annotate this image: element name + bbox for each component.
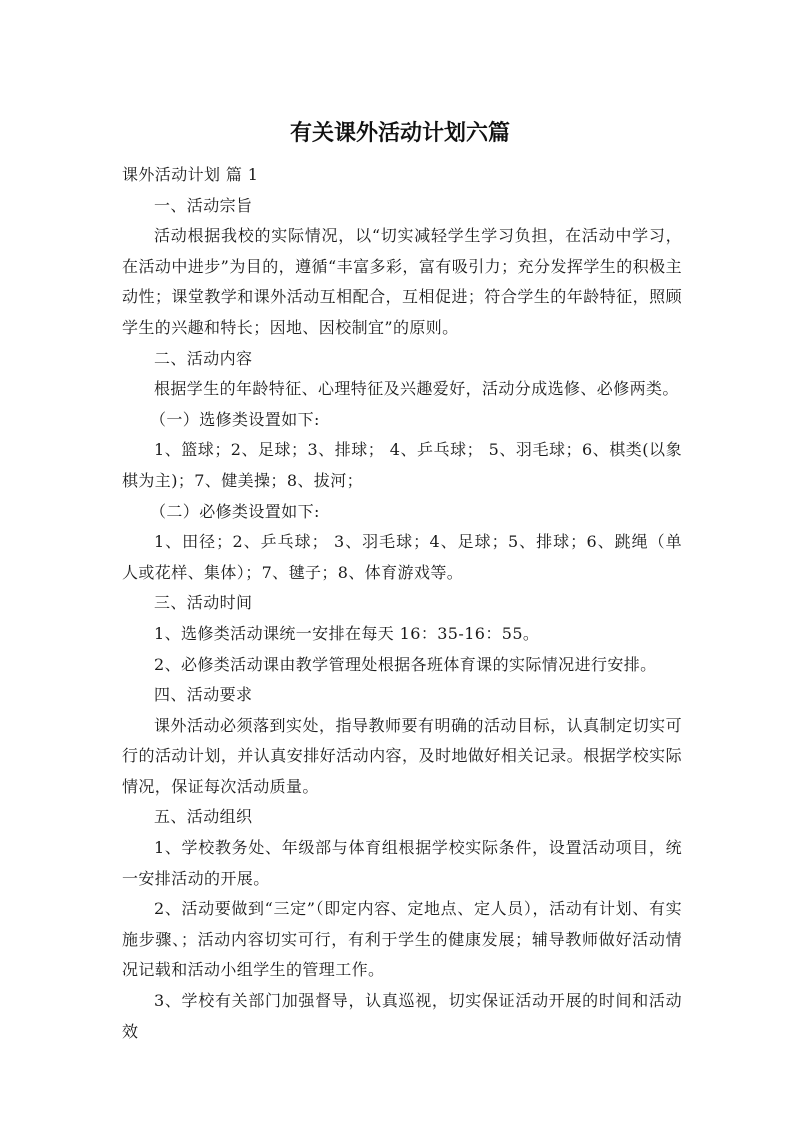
paragraph-time-2: 2、必修类活动课由教学管理处根据各班体育课的实际情况进行安排。 (154, 654, 657, 674)
heading-organization: 五、活动组织 (154, 807, 253, 827)
document-body (122, 160, 682, 1047)
paragraph-organization-3: 3、学校有关部门加强督导，认真巡视，切实保证活动开展的时间和活动效 (122, 991, 682, 1041)
subheading-required: （二）必修类设置如下: (150, 501, 320, 521)
paragraph-requirements: 课外活动必须落到实处，指导教师要有明确的活动目标，认真制定切实可行的活动计划，并认真安排好活动内容，及时地做好相关记录。根据学校实际情况，保证每次活动质量。 (122, 715, 682, 796)
paragraph-organization-1: 1、学校教务处、年级部与体育组根据学校实际条件，设置活动项目，统一安排活动的开展。 (122, 838, 682, 888)
paragraph-purpose: 活动根据我校的实际情况，以“切实减轻学生学习负担，在活动中学习，在活动中进步”为目的，遵循“丰富多彩，富有吸引力；充分发挥学生的积极主动性；课堂教学和课外活动互相配合，互相促进；符合学生的年龄特征，照顾学生的兴趣和特长；因地、因校制宜”的原则。 (122, 226, 682, 337)
paragraph-organization-2: 2、活动要做到“三定”（即定内容、定地点、定人员），活动有计划、有实施步骤、；活动内容切实可行，有利于学生的健康发展；辅导教师做好活动情况记载和活动小组学生的管理工作。 (122, 899, 682, 980)
paragraph-required-list: 1、田径；2、乒乓球； 3、羽毛球；4、足球；5、排球；6、跳绳（单人或花样、集体）；7、毽子；8、体育游戏等。 (122, 532, 682, 582)
paragraph-content: 根据学生的年龄特征、心理特征及兴趣爱好，活动分成选修、必修两类。 (154, 379, 679, 399)
heading-purpose: 一、活动宗旨 (154, 195, 253, 215)
paragraph-time-1: 1、选修类活动课统一安排在每天 16：35-16：55。 (154, 623, 540, 643)
document-title: 有关课外活动计划六篇 (289, 121, 510, 146)
paragraph-elective-list: 1、篮球；2、足球；3、排球； 4、乒乓球； 5、羽毛球；6、棋类(以象棋为主)；7、健美操；8、拔河； (122, 440, 682, 490)
heading-requirements: 四、活动要求 (154, 685, 253, 705)
section-heading-plan-1: 课外活动计划 篇 1 (122, 165, 259, 184)
heading-content: 二、活动内容 (154, 348, 253, 368)
heading-time: 三、活动时间 (154, 593, 253, 613)
subheading-elective: （一）选修类设置如下: (150, 409, 320, 429)
